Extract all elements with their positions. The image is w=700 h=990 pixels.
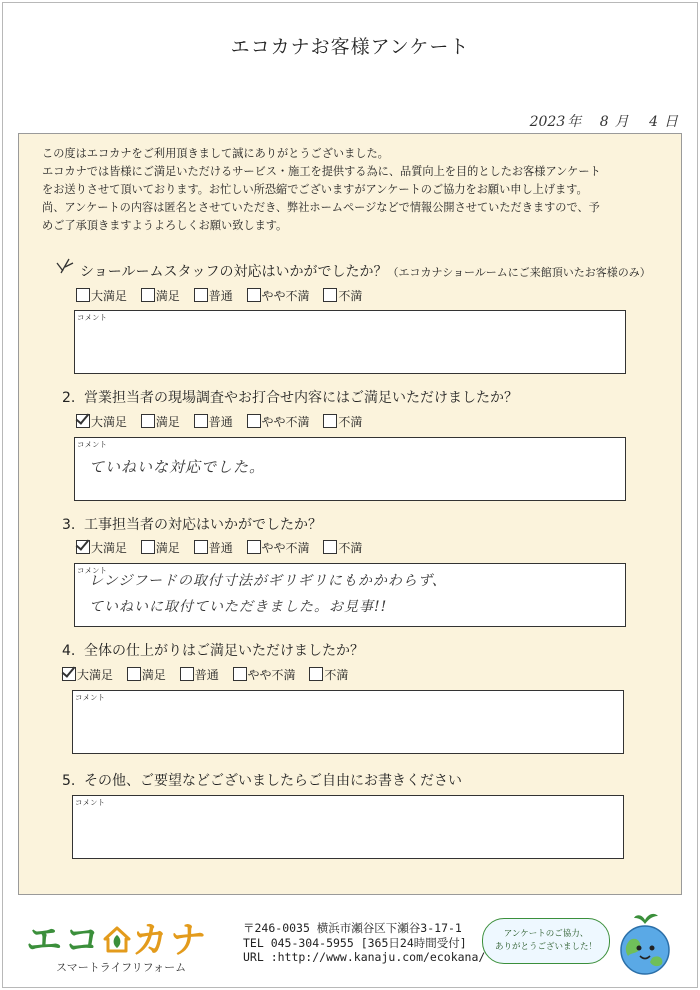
option-dissatisfied[interactable]: 不満 — [323, 539, 362, 556]
page-title: エコカナお客様アンケート — [230, 36, 470, 58]
handwritten-comment: ていねいに取付ていただきました。お見事!! — [89, 599, 388, 615]
logo-text-left: エコ — [26, 920, 103, 961]
option-neutral[interactable]: 普通 — [194, 539, 233, 556]
checkbox[interactable] — [309, 667, 323, 681]
bubble-line: アンケートのご協力、 — [503, 929, 589, 939]
option-dissatisfied[interactable]: 不満 — [309, 666, 348, 683]
question-3 — [62, 514, 322, 534]
option-very-satisfied[interactable]: 大満足 — [62, 666, 113, 683]
option-very-satisfied[interactable]: 大満足 — [76, 413, 127, 430]
option-somewhat-dissatisfied[interactable]: やや不満 — [233, 666, 296, 683]
house-icon — [102, 924, 132, 954]
comment-label: コメント — [77, 566, 107, 575]
intro-line: この度はエコカナをご利用頂きまして誠にありがとうございました。 — [42, 147, 389, 160]
globe-mascot-icon — [612, 910, 678, 980]
checkbox[interactable] — [247, 288, 261, 302]
checkbox[interactable] — [194, 414, 208, 428]
checkbox[interactable] — [141, 414, 155, 428]
comment-label: コメント — [77, 313, 107, 322]
logo-text — [26, 912, 208, 963]
question-2 — [62, 387, 518, 407]
checkbox[interactable] — [247, 540, 261, 554]
option-somewhat-dissatisfied[interactable]: やや不満 — [247, 287, 310, 304]
date-month: 8 — [599, 114, 609, 130]
checkbox-checked[interactable] — [62, 667, 76, 681]
date-year: 2023 — [529, 114, 566, 130]
checkbox[interactable] — [194, 540, 208, 554]
question-2-options — [76, 413, 372, 430]
company-address — [243, 921, 485, 965]
checkbox[interactable] — [233, 667, 247, 681]
option-neutral[interactable]: 普通 — [194, 287, 233, 304]
question-4 — [62, 640, 364, 660]
bubble-line: ありがとうございました！ — [494, 942, 597, 952]
question-3-options — [76, 539, 372, 556]
comment-label: コメント — [75, 693, 105, 702]
comment-label: コメント — [77, 440, 107, 449]
question-text: 全体の仕上がりはご満足いただけましたか？ — [84, 643, 364, 659]
intro-line: 尚、アンケートの内容は匿名とさせていただき、弊社ホームページなどで情報公開させていただきますので、予 — [42, 201, 600, 214]
url-line: URL :http://www.kanaju.com/ecokana/ — [243, 950, 486, 964]
checkbox[interactable] — [141, 540, 155, 554]
option-satisfied[interactable]: 満足 — [141, 413, 180, 430]
checkbox[interactable] — [76, 288, 90, 302]
question-4-options — [62, 666, 358, 683]
address-line: 〒246-0035 横浜市瀬谷区下瀬谷3-17-1 — [243, 921, 462, 935]
date-day: 4 — [649, 114, 658, 130]
question-number: 2. — [62, 390, 76, 406]
handwritten-comment: ていねいな対応でした。 — [89, 458, 266, 476]
phone-line: TEL 045-304-5955 [365日24時間受付] — [243, 935, 467, 950]
checkbox[interactable] — [141, 288, 155, 302]
comment-label: コメント — [75, 798, 105, 807]
intro-text — [42, 145, 672, 235]
ecokana-logo — [26, 912, 208, 975]
option-satisfied[interactable]: 満足 — [141, 287, 180, 304]
question-number: 3. — [62, 517, 76, 533]
date-year-unit: 年 — [567, 114, 582, 130]
checkbox[interactable] — [323, 540, 337, 554]
thanks-bubble — [482, 918, 610, 964]
comment-box-3[interactable] — [74, 563, 626, 627]
question-1 — [80, 261, 651, 281]
intro-line: エコカナでは皆様にご満足いただけるサービス・施工を提供する為に、品質向上を目的としたお客様アンケート — [42, 165, 601, 178]
option-very-satisfied[interactable]: 大満足 — [76, 539, 127, 556]
date-month-unit: 月 — [614, 114, 629, 130]
option-satisfied[interactable]: 満足 — [127, 666, 166, 683]
question-number: 4. — [62, 643, 76, 659]
handwritten-comment: レンジフードの取付寸法がギリギリにもかかわらず、 — [89, 573, 447, 589]
question-5 — [62, 770, 462, 790]
option-satisfied[interactable]: 満足 — [141, 539, 180, 556]
intro-line: めご了承頂きますようよろしくお願い致します。 — [42, 219, 288, 232]
option-dissatisfied[interactable]: 不満 — [323, 287, 362, 304]
survey-date — [524, 111, 678, 131]
comment-box-5[interactable] — [72, 795, 624, 859]
checkbox[interactable] — [127, 667, 141, 681]
intro-line: をお送りさせて頂いております。お忙しい所恐縮でございますがアンケートのご協力をお願い申し上げます。 — [42, 183, 588, 196]
question-note: （エコカナショールームにご来館頂いたお客様のみ） — [387, 266, 651, 279]
question-text: その他、ご要望などございましたらご自由にお書きください — [84, 773, 462, 789]
question-number: 5. — [62, 773, 76, 789]
question-text: ショールームスタッフの対応はいかがでしたか？ — [80, 264, 388, 280]
checkbox[interactable] — [323, 288, 337, 302]
checkbox[interactable] — [323, 414, 337, 428]
option-neutral[interactable]: 普通 — [194, 413, 233, 430]
comment-box-2[interactable] — [74, 437, 626, 501]
checkbox-checked[interactable] — [76, 540, 90, 554]
handwritten-mark-icon — [55, 257, 75, 277]
checkbox[interactable] — [247, 414, 261, 428]
checkbox[interactable] — [180, 667, 194, 681]
option-somewhat-dissatisfied[interactable]: やや不満 — [247, 413, 310, 430]
question-1-options — [76, 287, 372, 304]
logo-subtitle: スマートライフリフォーム — [56, 961, 187, 974]
option-very-satisfied[interactable]: 大満足 — [76, 287, 127, 304]
option-somewhat-dissatisfied[interactable]: やや不満 — [247, 539, 310, 556]
date-day-unit: 日 — [664, 114, 678, 130]
question-text: 工事担当者の対応はいかがでしたか？ — [84, 517, 322, 533]
option-neutral[interactable]: 普通 — [180, 666, 219, 683]
checkbox-checked[interactable] — [76, 414, 90, 428]
checkbox[interactable] — [194, 288, 208, 302]
comment-box-4[interactable] — [72, 690, 624, 754]
comment-box-1[interactable] — [74, 310, 626, 374]
logo-text-right: カナ — [132, 920, 209, 961]
option-dissatisfied[interactable]: 不満 — [323, 413, 362, 430]
question-text: 営業担当者の現場調査やお打合せ内容にはご満足いただけましたか？ — [84, 390, 518, 406]
